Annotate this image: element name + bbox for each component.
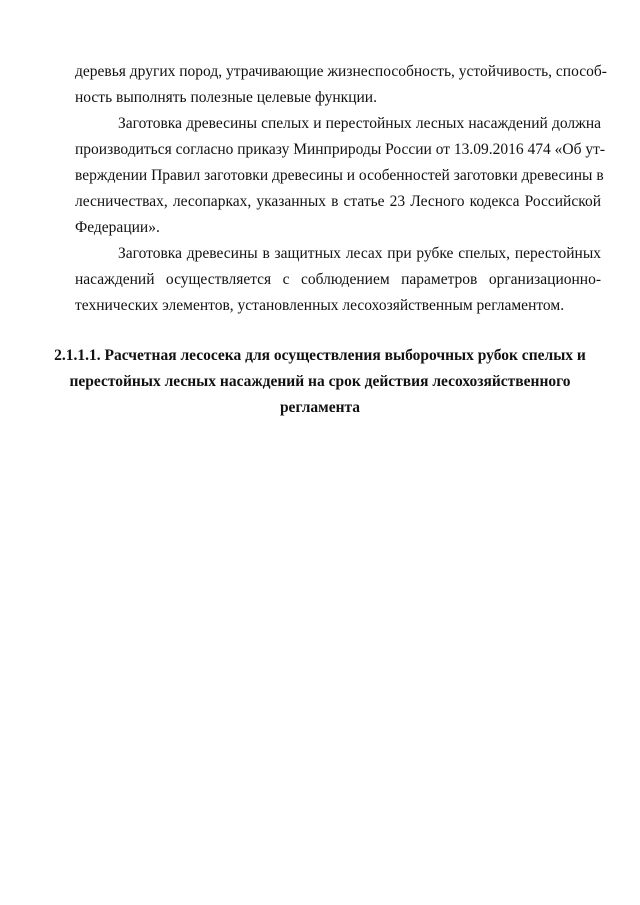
paragraph-2-line-4: лесничествах, лесопарках, указанных в статье 23 Лесного кодекса Российской: [75, 193, 601, 210]
paragraph-3-line-2: насаждений осуществляется с соблюдением параметров организационно-: [75, 271, 601, 288]
paragraph-1-line-1: деревья других пород, утрачивающие жизнеспособность, устойчивость, способ-: [75, 63, 607, 80]
section-heading-line-1: 2.1.1.1. Расчетная лесосека для осуществления выборочных рубок спелых и: [54, 347, 586, 364]
paragraph-2-line-3: верждении Правил заготовки древесины и особенностей заготовки древесины в: [75, 167, 604, 184]
paragraph-1-line-2: ность выполнять полезные целевые функции.: [75, 89, 377, 106]
paragraph-2-line-2: производиться согласно приказу Минприроды России от 13.09.2016 474 «Об ут-: [75, 141, 606, 158]
paragraph-3-line-3: технических элементов, установленных лесохозяйственным регламентом.: [75, 297, 565, 314]
paragraph-3-line-1: Заготовка древесины в защитных лесах при рубке спелых, перестойных: [118, 245, 601, 262]
paragraph-2-line-1: Заготовка древесины спелых и перестойных лесных насаждений должна: [118, 115, 601, 132]
section-heading-line-3: регламента: [279, 399, 361, 416]
paragraph-2-line-5: Федерации».: [75, 219, 160, 236]
section-heading-line-2: перестойных лесных насаждений на срок действия лесохозяйственного: [69, 373, 571, 390]
